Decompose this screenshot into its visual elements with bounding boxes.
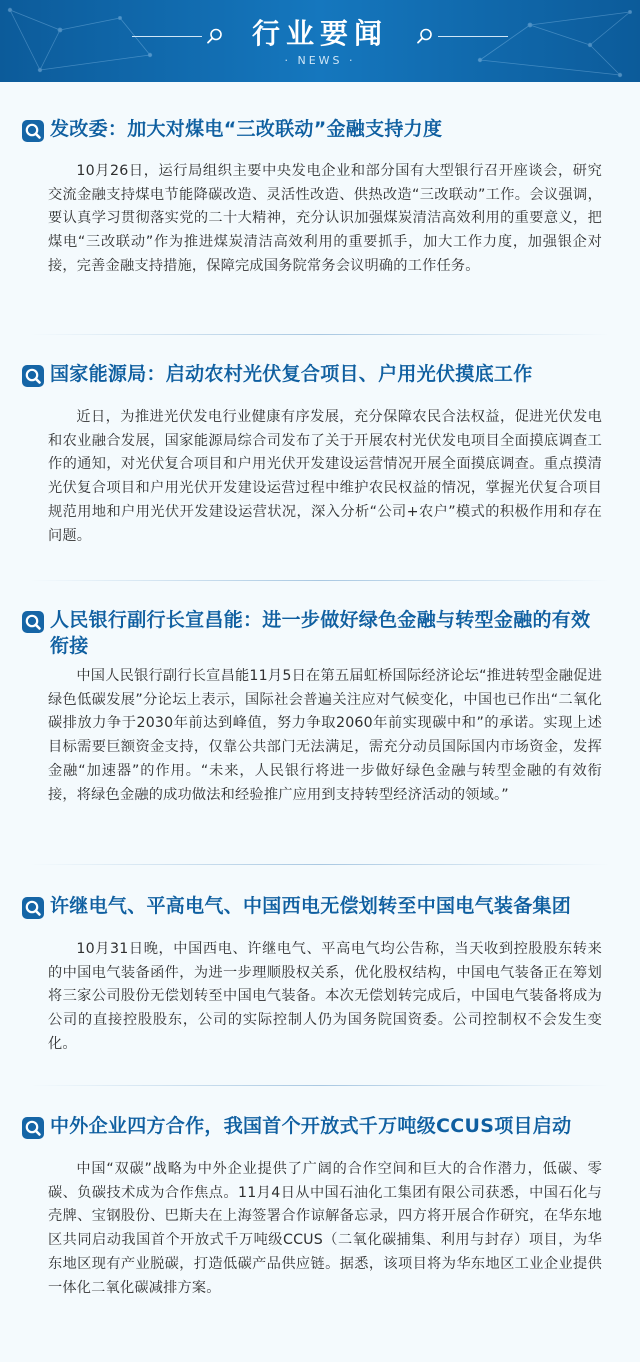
news-body: 中国“双碳”战略为中外企业提供了广阔的合作空间和巨大的合作潜力，低碳、零碳、负碳技术成为合作焦点。11月4日从中国石油化工集团有限公司获悉，中国石化与壳牌、宝钢股份、巴斯夫在上海签署合作谅解备忘录，四方将开展合作研究，在华东地区共同启动我国首个开放式千万吨级CCUS（二氧化碳捕集、利用与封存）项目，为华东地区现有产业脱碳，打造低碳产品供应链。据悉，该项目将为华东地区工业企业提供一体化二氧化碳减排方案。 (48, 1161, 602, 1296)
search-badge-icon (22, 1117, 44, 1139)
header-banner (0, 0, 640, 82)
header-rule-right (438, 36, 508, 37)
search-badge-icon (22, 897, 44, 919)
news-heading (22, 361, 602, 387)
news-title: 人民银行副行长宣昌能：进一步做好绿色金融与转型金融的有效衔接 (50, 609, 591, 657)
page-subtitle: · NEWS · (284, 54, 356, 67)
news-title: 中外企业四方合作，我国首个开放式千万吨级CCUS项目启动 (50, 1115, 572, 1137)
magnifier-icon (416, 27, 434, 45)
news-body: 10月26日，运行局组织主要中央发电企业和部分国有大型银行召开座谈会，研究交流金融支持煤电节能降碳改造、灵活性改造、供热改造“三改联动”工作。会议强调，要认真学习贯彻落实党的二十大精神，充分认识加强煤炭清洁高效利用的重要意义，把煤电“三改联动”作为推进煤炭清洁高效利用的重要抓手，加大工作力度，加强银企对接，完善金融支持措施，保障完成国务院常务会议明确的工作任务。 (48, 163, 602, 274)
news-heading (22, 607, 602, 659)
section-divider (30, 334, 610, 335)
news-body: 10月31日晚，中国西电、许继电气、平高电气均公告称，当天收到控股股东转来的中国电气装备函件，为进一步理顺股权关系，优化股权结构，中国电气装备正在筹划将三家公司股份无偿划转至中国电气装备。本次无偿划转完成后，中国电气装备将成为公司的直接控股股东，公司的实际控制人仍为国务院国资委。公司控制权不会发生变化。 (48, 941, 602, 1052)
section-divider (30, 580, 610, 581)
search-badge-icon (22, 120, 44, 142)
news-body: 中国人民银行副行长宣昌能11月5日在第五届虹桥国际经济论坛“推进转型金融促进绿色低碳发展”分论坛上表示，国际社会普遍关注应对气候变化，中国也已作出“二氧化碳排放力争于2030年前达到峰值，努力争取2060年前实现碳中和”的承诺。实现上述目标需要巨额资金支持，仅靠公共部门无法满足，需充分动员国际国内市场资金，发挥金融“加速器”的作用。“未来，人民银行将进一步做好绿色金融与转型金融的有效衔接，将绿色金融的成功做法和经验推广应用到支持转型经济活动的领域。” (48, 668, 602, 803)
news-body: 近日，为推进光伏发电行业健康有序发展，充分保障农民合法权益，促进光伏发电和农业融合发展，国家能源局综合司发布了关于开展农村光伏发电项目全面摸底调查工作的通知，对光伏复合项目和户用光伏开发建设运营情况开展全面摸底调查。重点摸清光伏复合项目和户用光伏开发建设运营过程中维护农民权益的情况，掌握光伏复合项目规范用地和户用光伏开发建设运营状况，深入分析“公司+农户”模式的积极作用和存在问题。 (48, 409, 602, 544)
search-badge-icon (22, 611, 44, 633)
news-heading (22, 893, 602, 919)
search-badge-icon (22, 365, 44, 387)
news-title: 发改委：加大对煤电“三改联动”金融支持力度 (50, 118, 443, 140)
section-divider (30, 864, 610, 865)
section-divider (30, 1085, 610, 1086)
page-title: 行业要闻 (251, 17, 388, 50)
news-title: 许继电气、平高电气、中国西电无偿划转至中国电气装备集团 (50, 895, 572, 917)
news-heading (22, 1113, 602, 1139)
news-heading (22, 116, 602, 142)
news-title: 国家能源局：启动农村光伏复合项目、户用光伏摸底工作 (50, 363, 533, 385)
